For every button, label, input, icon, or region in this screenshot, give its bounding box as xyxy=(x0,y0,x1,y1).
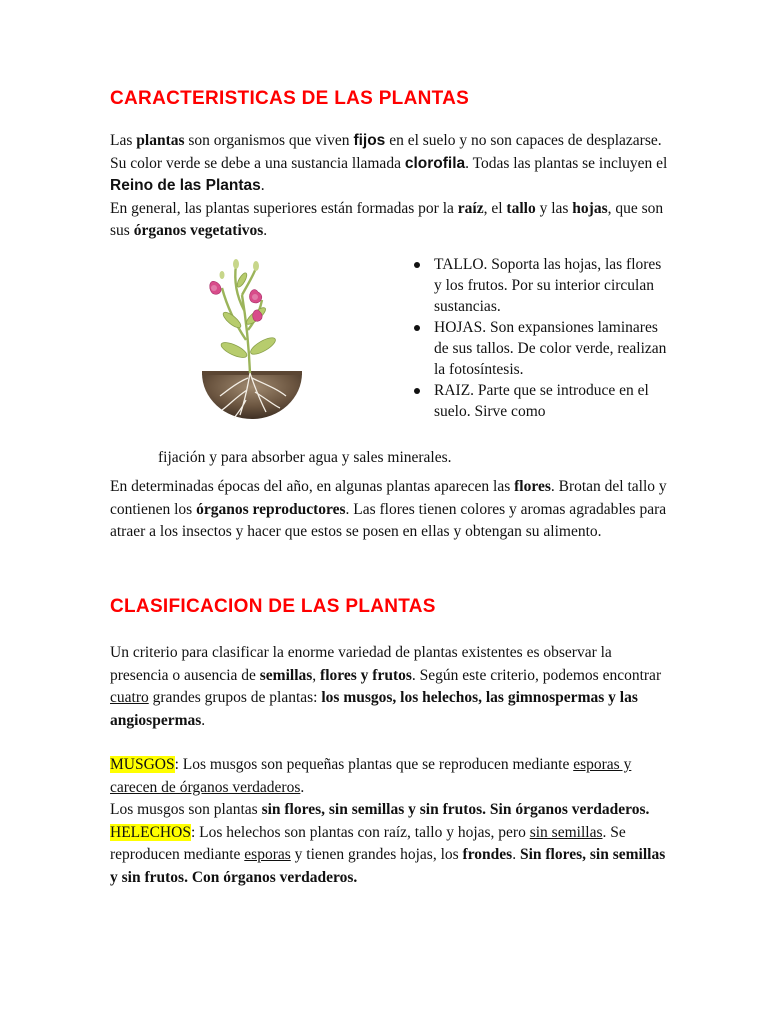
section-title-clasificacion: CLASIFICACION DE LAS PLANTAS xyxy=(110,596,436,617)
musgos-underlined: esporas y carecen de órganos verdaderos xyxy=(110,756,632,796)
intro-text-6: En general, las plantas superiores están formadas por la xyxy=(110,199,458,217)
term-tallo: tallo xyxy=(506,199,536,217)
musgos-label: MUSGOS xyxy=(110,756,175,773)
musgos-text-1: : Los musgos son pequeñas plantas que se reproducen mediante xyxy=(174,756,574,773)
term-clorofila: clorofila xyxy=(404,154,466,172)
helechos-underlined-semillas: sin semillas xyxy=(529,823,603,841)
intro-text-9: , que son sus xyxy=(110,199,664,239)
bullet-raiz-continuation: fijación y para absorber agua y sales minerales. xyxy=(158,449,452,466)
helechos-bold: Sin flores, sin semillas y sin frutos. Con órganos verdaderos. xyxy=(110,846,666,886)
term-flores-frutos: flores y frutos xyxy=(320,666,412,684)
clasif-text-3: . Según este criterio, podemos encontrar xyxy=(411,666,662,684)
plant-illustration xyxy=(110,250,395,425)
term-cuatro: cuatro xyxy=(110,689,149,706)
term-reino: Reino de las Plantas xyxy=(110,177,261,194)
intro-text-2: son organismos que viven xyxy=(184,132,354,149)
term-flores: flores xyxy=(514,478,551,495)
clasif-text-5: . xyxy=(201,711,206,729)
helechos-label: HELECHOS xyxy=(110,823,191,841)
musgos-helechos-block xyxy=(110,754,670,889)
list-item xyxy=(410,254,670,317)
intro-text-4: . Todas las plantas se incluyen el xyxy=(465,154,668,172)
helechos-text-4: . xyxy=(512,846,520,863)
term-hojas: hojas xyxy=(572,199,608,217)
term-frondes: frondes xyxy=(462,846,513,863)
list-item xyxy=(410,317,670,380)
bullet-raiz-text: RAIZ. Parte que se introduce en el suelo. Sirve como xyxy=(434,382,649,420)
flores-text-2: . Brotan del tallo y contienen los xyxy=(110,478,667,518)
musgos-bold: sin flores, sin semillas y sin frutos. Sin órganos verdaderos. xyxy=(261,801,650,818)
musgos-text-2: . xyxy=(300,778,305,796)
plant-parts-list xyxy=(410,254,670,422)
section-title-caracteristicas: CARACTERISTICAS DE LAS PLANTAS xyxy=(110,88,470,109)
intro-paragraph xyxy=(110,130,670,243)
term-semillas: semillas xyxy=(259,666,313,684)
intro-text-10: . xyxy=(263,222,268,239)
bullet-hojas-text: HOJAS. Son expansiones laminares de sus tallos. De color verde, realizan la fotosíntesis. xyxy=(434,319,667,378)
musgos-text-3: Los musgos son plantas xyxy=(110,801,262,818)
intro-text-8: y las xyxy=(535,199,573,217)
clasif-text-1: Un criterio para clasificar la enorme variedad de plantas existentes es observar la presencia o ausencia de xyxy=(110,644,612,684)
term-plantas: plantas xyxy=(136,132,185,149)
flores-text-1: En determinadas épocas del año, en algunas plantas aparecen las xyxy=(110,478,515,495)
bullet-tallo-text: TALLO. Soporta las hojas, las flores y los frutos. Por su interior circulan sustancias. xyxy=(434,256,662,315)
term-grupos: los musgos, los helechos, las gimnospermas y las angiospermas xyxy=(110,689,638,729)
clasif-text-2: , xyxy=(312,666,321,684)
flores-text-3: . Las flores tienen colores y aromas agradables para atraer a los insectos y hacer que estos se posen en ellas y obtengan su alimento. xyxy=(110,500,667,540)
helechos-text-1: : Los helechos son plantas con raíz, tallo y hojas, pero xyxy=(190,823,530,841)
term-raiz: raíz xyxy=(457,199,484,217)
intro-text-3: en el suelo y no son capaces de desplazarse. Su color verde se debe a una sustancia llamada xyxy=(110,132,662,172)
helechos-text-3: y tienen grandes hojas, los xyxy=(290,846,463,863)
helechos-underlined-esporas: esporas xyxy=(244,846,291,863)
intro-text-7: , el xyxy=(483,199,507,217)
clasif-text-4: grandes grupos de plantas: xyxy=(148,689,322,706)
term-fijos: fijos xyxy=(353,132,386,149)
term-organos-reproductores: órganos reproductores xyxy=(196,500,346,518)
clasificacion-paragraph xyxy=(110,642,670,732)
helechos-text-2: . Se reproducen mediante xyxy=(110,823,626,863)
flores-paragraph xyxy=(110,476,670,544)
intro-text-1: Las xyxy=(110,132,137,149)
term-organos-vegetativos: órganos vegetativos xyxy=(133,222,264,239)
intro-text-5: . xyxy=(260,177,265,194)
list-item xyxy=(410,380,670,422)
